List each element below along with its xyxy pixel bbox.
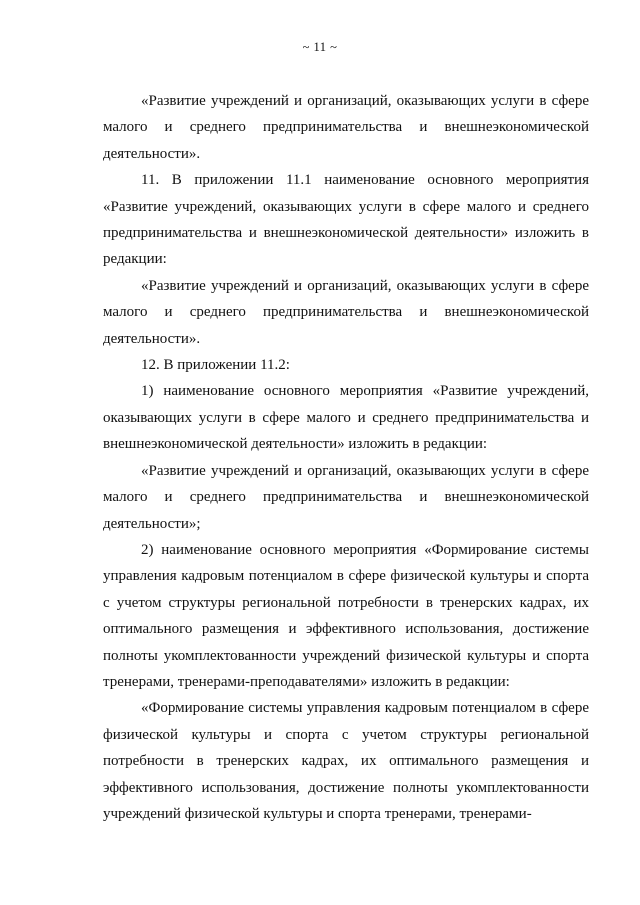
page-number: ~ 11 ~ bbox=[302, 40, 338, 54]
paragraph-quote-4: «Формирование системы управления кадровым потенциалом в сфере физической культуры и спорта с учетом структуры региональной потребности в тренерских кадрах, их оптимального размещения и эффективного использования, достижение полноты укомплектованности учреждений физической культуры и спорта тренерами, тренерами- bbox=[103, 700, 589, 822]
paragraph-item-12: 12. В приложении 11.2: bbox=[141, 357, 290, 374]
paragraph-item-11: 11. В приложении 11.1 наименование основного мероприятия «Развитие учреждений, оказывающих услуги в сфере малого и среднего предпринимательства и внешнеэкономической деятельности» изложить в редакции: bbox=[103, 172, 589, 268]
paragraph-quote-1: «Развитие учреждений и организаций, оказывающих услуги в сфере малого и среднего предпринимательства и внешнеэкономической деятельности». bbox=[103, 93, 589, 162]
paragraph-subitem-1: 1) наименование основного мероприятия «Развитие учреждений, оказывающих услуги в сфере малого и среднего предпринимательства и внешнеэкономической деятельности» изложить в редакции: bbox=[103, 383, 589, 453]
paragraph-subitem-2: 2) наименование основного мероприятия «Формирование системы управления кадровым потенциалом в сфере физической культуры и спорта с учетом структуры региональной потребности в тренерских кадрах, их оптимального размещения и эффективного использования, достижение полноты укомплектованности учреждений физической культуры и спорта тренерами, тренерами-преподавателями» изложить в редакции: bbox=[103, 541, 589, 690]
document-body bbox=[103, 88, 589, 827]
paragraph-quote-2: «Развитие учреждений и организаций, оказывающих услуги в сфере малого и среднего предпринимательства и внешнеэкономической деятельности». bbox=[103, 277, 589, 347]
paragraph-quote-3: «Развитие учреждений и организаций, оказывающих услуги в сфере малого и среднего предпринимательства и внешнеэкономической деятельности»; bbox=[103, 462, 589, 532]
